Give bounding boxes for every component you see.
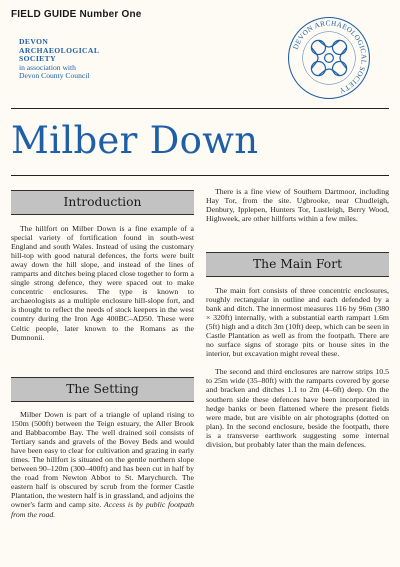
setting-paragraph-body: Milber Down is part of a triangle of upland rising to 150m (500ft) between the Teign estuary, the Aller Brook and Babbacombe Bay. The well drained soil consists of Tertiary sands and gravels of the Bovey Beds and would have been easy to clear for cultivation and grazing in early times. The hillfort is situated on the gentle northern slope between 90–120m (300–400ft) and has been cut in half by the road from Newton Abbot to St. Marychurch. The eastern half is obscured by scrub from the former Castle Plantation, the western half is in grassland, and adjoins the owner's farm and camp site. bbox=[11, 410, 194, 510]
view-text bbox=[206, 187, 389, 223]
access-note: Access is by public footpath from the road. bbox=[11, 500, 194, 519]
logo-ring-text: DEVON ARCHAEOLOGICAL SOCIETY bbox=[291, 19, 368, 95]
setting-text bbox=[11, 410, 194, 519]
svg-text:DEVON ARCHAEOLOGICAL SOCIETY bbox=[292, 19, 368, 95]
title-top-rule bbox=[11, 108, 389, 109]
title-bottom-rule bbox=[11, 175, 389, 176]
association-line-2: Devon County Council bbox=[19, 71, 90, 81]
main-fort-text bbox=[206, 286, 389, 449]
main-fort-heading-band bbox=[206, 252, 389, 277]
introduction-heading: Introduction bbox=[63, 195, 142, 209]
view-paragraph: There is a fine view of Southern Dartmoor, including Hay Tor, from the site. Ugbrooke, near Chudleigh, Denbury, Ipplepen, Hunters Tor, Lustleigh, Berry Wood, Highweek, are other hillforts within a few miles. bbox=[206, 187, 389, 224]
society-name-block bbox=[19, 38, 99, 81]
main-fort-paragraph-2: The second and third enclosures are narrow strips 10.5 to 25m wide (35–80ft) with the ramparts covered by gorse and bracken and ditches 1.1 to 2m (4–6ft) deep. On the southern side these defences have been incorporated in hedge banks or been flattened where the present fields were made, but are visible on air photographs (dotted on plan). In the second enclosure, beside the footpath, there is a transverse earthwork suggesting some internal division, but probably later than the main defences. bbox=[206, 367, 389, 449]
knot-emblem-icon bbox=[311, 40, 346, 75]
setting-heading: The Setting bbox=[66, 382, 139, 396]
series-title: FIELD GUIDE Number One bbox=[11, 9, 142, 20]
introduction-paragraph: The hillfort on Milber Down is a fine example of a special variety of fortification found in south-west England and south Wales. Instead of using the customary hill-top with good natural defences, the forts were built away down the hill slope, and instead of the lines of ramparts and ditches being placed close together to form a single strong defence, they were spaced out to make concentric enclosures. The type is known to archaeologists as a multiple enclosure hill-slope fort, and is thought to reflect the needs of stock keepers in the west country during the Iron Age 400BC–AD50. These were Celtic people, later known to the Romans as the Dumnonii. bbox=[11, 224, 194, 342]
page-title: Milber Down bbox=[11, 119, 259, 162]
association-line-1: in association with bbox=[19, 62, 76, 72]
introduction-text bbox=[11, 224, 194, 342]
society-line-3: SOCIETY bbox=[19, 54, 56, 64]
setting-paragraph bbox=[11, 410, 194, 519]
main-fort-paragraph-1: The main fort consists of three concentric enclosures, roughly rectangular in outline and each defended by a bank and ditch. The innermost measures 116 by 96m (380 × 320ft) internally, with a substantial earth rampart 1.6m (5ft) high and a ditch 3m (10ft) deep, which can be seen in Castle Plantation as well as from the footpath. There are no surface signs of storage pits or house sites in the interior, but excavation might reveal these. bbox=[206, 286, 389, 359]
devon-archaeological-society-logo bbox=[285, 14, 373, 102]
society-line-1: DEVON bbox=[19, 37, 49, 46]
introduction-heading-band bbox=[11, 190, 194, 215]
society-line-2: ARCHAEOLOGICAL bbox=[19, 45, 100, 55]
main-fort-heading: The Main Fort bbox=[252, 257, 343, 271]
setting-heading-band bbox=[11, 377, 194, 402]
